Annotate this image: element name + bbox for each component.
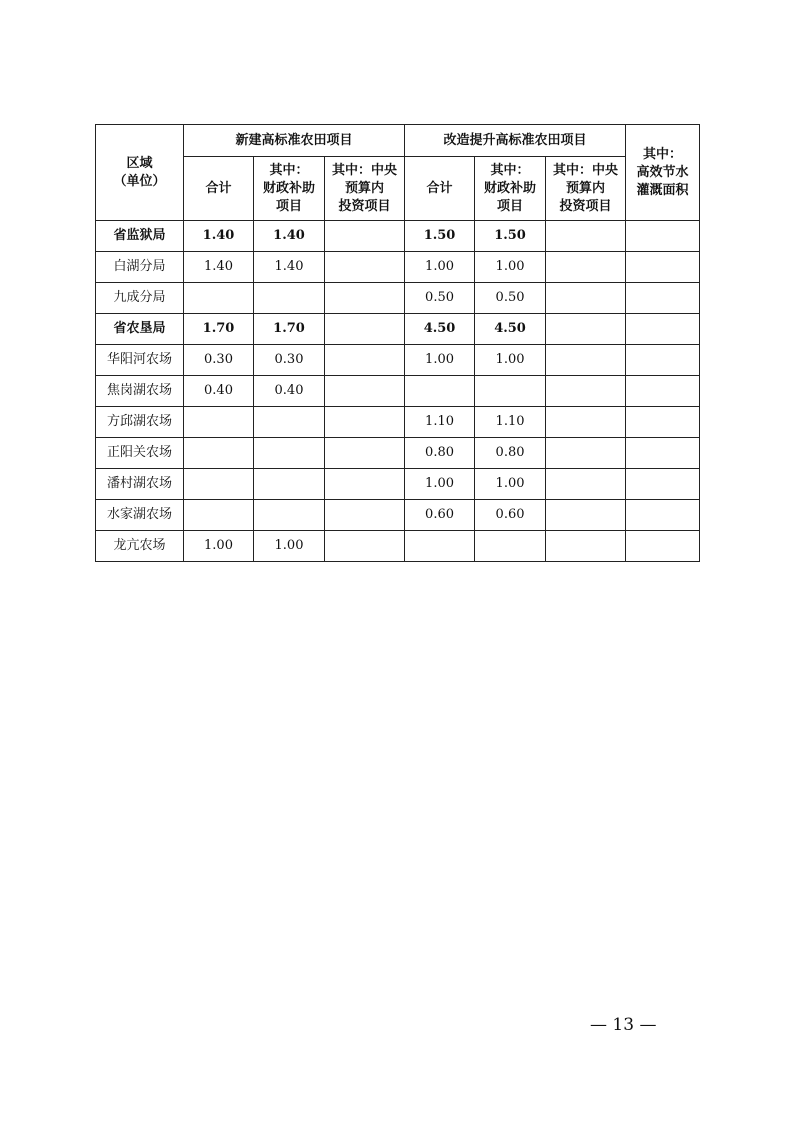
cell-water <box>626 500 700 531</box>
cell-up-central <box>546 531 626 562</box>
row-label: 省农垦局 <box>96 314 184 345</box>
cell-up-fiscal <box>475 376 546 407</box>
table-row <box>96 221 700 252</box>
cell-new-fiscal: 1.70 <box>254 314 325 345</box>
table-row <box>96 252 700 283</box>
cell-new-central <box>325 407 405 438</box>
cell-up-fiscal: 0.60 <box>475 500 546 531</box>
cell-up-central <box>546 376 626 407</box>
cell-new-central <box>325 469 405 500</box>
table-row <box>96 283 700 314</box>
header-new-fiscal: 其中： 财政补助 项目 <box>254 157 325 221</box>
cell-new-total <box>184 283 254 314</box>
table-row <box>96 500 700 531</box>
cell-up-total: 1.00 <box>405 252 475 283</box>
row-label: 华阳河农场 <box>96 345 184 376</box>
cell-new-central <box>325 345 405 376</box>
cell-up-fiscal: 0.50 <box>475 283 546 314</box>
cell-water <box>626 376 700 407</box>
cell-new-total <box>184 407 254 438</box>
cell-new-fiscal <box>254 469 325 500</box>
cell-new-central <box>325 376 405 407</box>
row-label: 九成分局 <box>96 283 184 314</box>
header-water-saving: 其中： 高效节水 灌溉面积 <box>626 125 700 221</box>
cell-new-total: 1.40 <box>184 252 254 283</box>
table-body <box>96 221 700 562</box>
cell-new-central <box>325 531 405 562</box>
cell-water <box>626 283 700 314</box>
cell-up-total <box>405 531 475 562</box>
row-label: 正阳关农场 <box>96 438 184 469</box>
cell-up-total: 1.00 <box>405 345 475 376</box>
cell-up-central <box>546 345 626 376</box>
cell-new-total <box>184 438 254 469</box>
header-up-central: 其中：中央 预算内 投资项目 <box>546 157 626 221</box>
table-row <box>96 407 700 438</box>
cell-new-central <box>325 438 405 469</box>
cell-new-fiscal <box>254 283 325 314</box>
cell-up-central <box>546 221 626 252</box>
cell-water <box>626 345 700 376</box>
header-new-total: 合计 <box>184 157 254 221</box>
cell-up-fiscal: 1.50 <box>475 221 546 252</box>
cell-new-fiscal <box>254 407 325 438</box>
row-label: 焦岗湖农场 <box>96 376 184 407</box>
row-label: 白湖分局 <box>96 252 184 283</box>
cell-water <box>626 469 700 500</box>
cell-new-total: 0.30 <box>184 345 254 376</box>
page-number: — 13 — <box>590 1015 657 1035</box>
cell-water <box>626 252 700 283</box>
cell-new-fiscal: 0.40 <box>254 376 325 407</box>
cell-new-total <box>184 500 254 531</box>
cell-up-central <box>546 314 626 345</box>
cell-up-total: 0.50 <box>405 283 475 314</box>
cell-up-fiscal: 1.00 <box>475 345 546 376</box>
cell-new-fiscal: 1.00 <box>254 531 325 562</box>
cell-new-fiscal: 1.40 <box>254 252 325 283</box>
cell-new-fiscal <box>254 500 325 531</box>
cell-new-fiscal: 1.40 <box>254 221 325 252</box>
header-row-1 <box>96 125 700 157</box>
cell-up-total: 1.50 <box>405 221 475 252</box>
header-new-central: 其中：中央 预算内 投资项目 <box>325 157 405 221</box>
table-row <box>96 469 700 500</box>
cell-new-central <box>325 500 405 531</box>
cell-new-central <box>325 221 405 252</box>
cell-new-fiscal: 0.30 <box>254 345 325 376</box>
cell-new-fiscal <box>254 438 325 469</box>
cell-new-central <box>325 252 405 283</box>
cell-up-fiscal: 1.00 <box>475 252 546 283</box>
cell-up-fiscal: 1.00 <box>475 469 546 500</box>
cell-up-central <box>546 469 626 500</box>
table-row <box>96 376 700 407</box>
cell-up-total: 1.10 <box>405 407 475 438</box>
cell-up-total: 4.50 <box>405 314 475 345</box>
table-row <box>96 531 700 562</box>
row-label: 方邱湖农场 <box>96 407 184 438</box>
cell-new-total: 0.40 <box>184 376 254 407</box>
header-up-total: 合计 <box>405 157 475 221</box>
row-label: 省监狱局 <box>96 221 184 252</box>
cell-up-total: 0.60 <box>405 500 475 531</box>
cell-new-total: 1.00 <box>184 531 254 562</box>
table-row <box>96 438 700 469</box>
cell-up-total: 1.00 <box>405 469 475 500</box>
row-label: 水家湖农场 <box>96 500 184 531</box>
row-label: 潘村湖农场 <box>96 469 184 500</box>
cell-up-total: 0.80 <box>405 438 475 469</box>
cell-water <box>626 407 700 438</box>
cell-up-fiscal <box>475 531 546 562</box>
cell-water <box>626 531 700 562</box>
header-upgrade-group: 改造提升高标准农田项目 <box>405 125 626 157</box>
cell-water <box>626 438 700 469</box>
cell-up-central <box>546 283 626 314</box>
cell-up-central <box>546 407 626 438</box>
cell-up-central <box>546 438 626 469</box>
row-label: 龙亢农场 <box>96 531 184 562</box>
header-region: 区域 （单位） <box>96 125 184 221</box>
cell-up-central <box>546 252 626 283</box>
cell-new-central <box>325 314 405 345</box>
cell-up-fiscal: 1.10 <box>475 407 546 438</box>
cell-water <box>626 314 700 345</box>
header-row-2 <box>96 157 700 221</box>
farmland-table <box>95 124 700 562</box>
table-row <box>96 345 700 376</box>
cell-new-central <box>325 283 405 314</box>
table-row <box>96 314 700 345</box>
cell-up-fiscal: 0.80 <box>475 438 546 469</box>
cell-up-fiscal: 4.50 <box>475 314 546 345</box>
cell-new-total <box>184 469 254 500</box>
cell-up-total <box>405 376 475 407</box>
header-up-fiscal: 其中： 财政补助 项目 <box>475 157 546 221</box>
header-new-group: 新建高标准农田项目 <box>184 125 405 157</box>
cell-new-total: 1.40 <box>184 221 254 252</box>
cell-water <box>626 221 700 252</box>
cell-up-central <box>546 500 626 531</box>
cell-new-total: 1.70 <box>184 314 254 345</box>
